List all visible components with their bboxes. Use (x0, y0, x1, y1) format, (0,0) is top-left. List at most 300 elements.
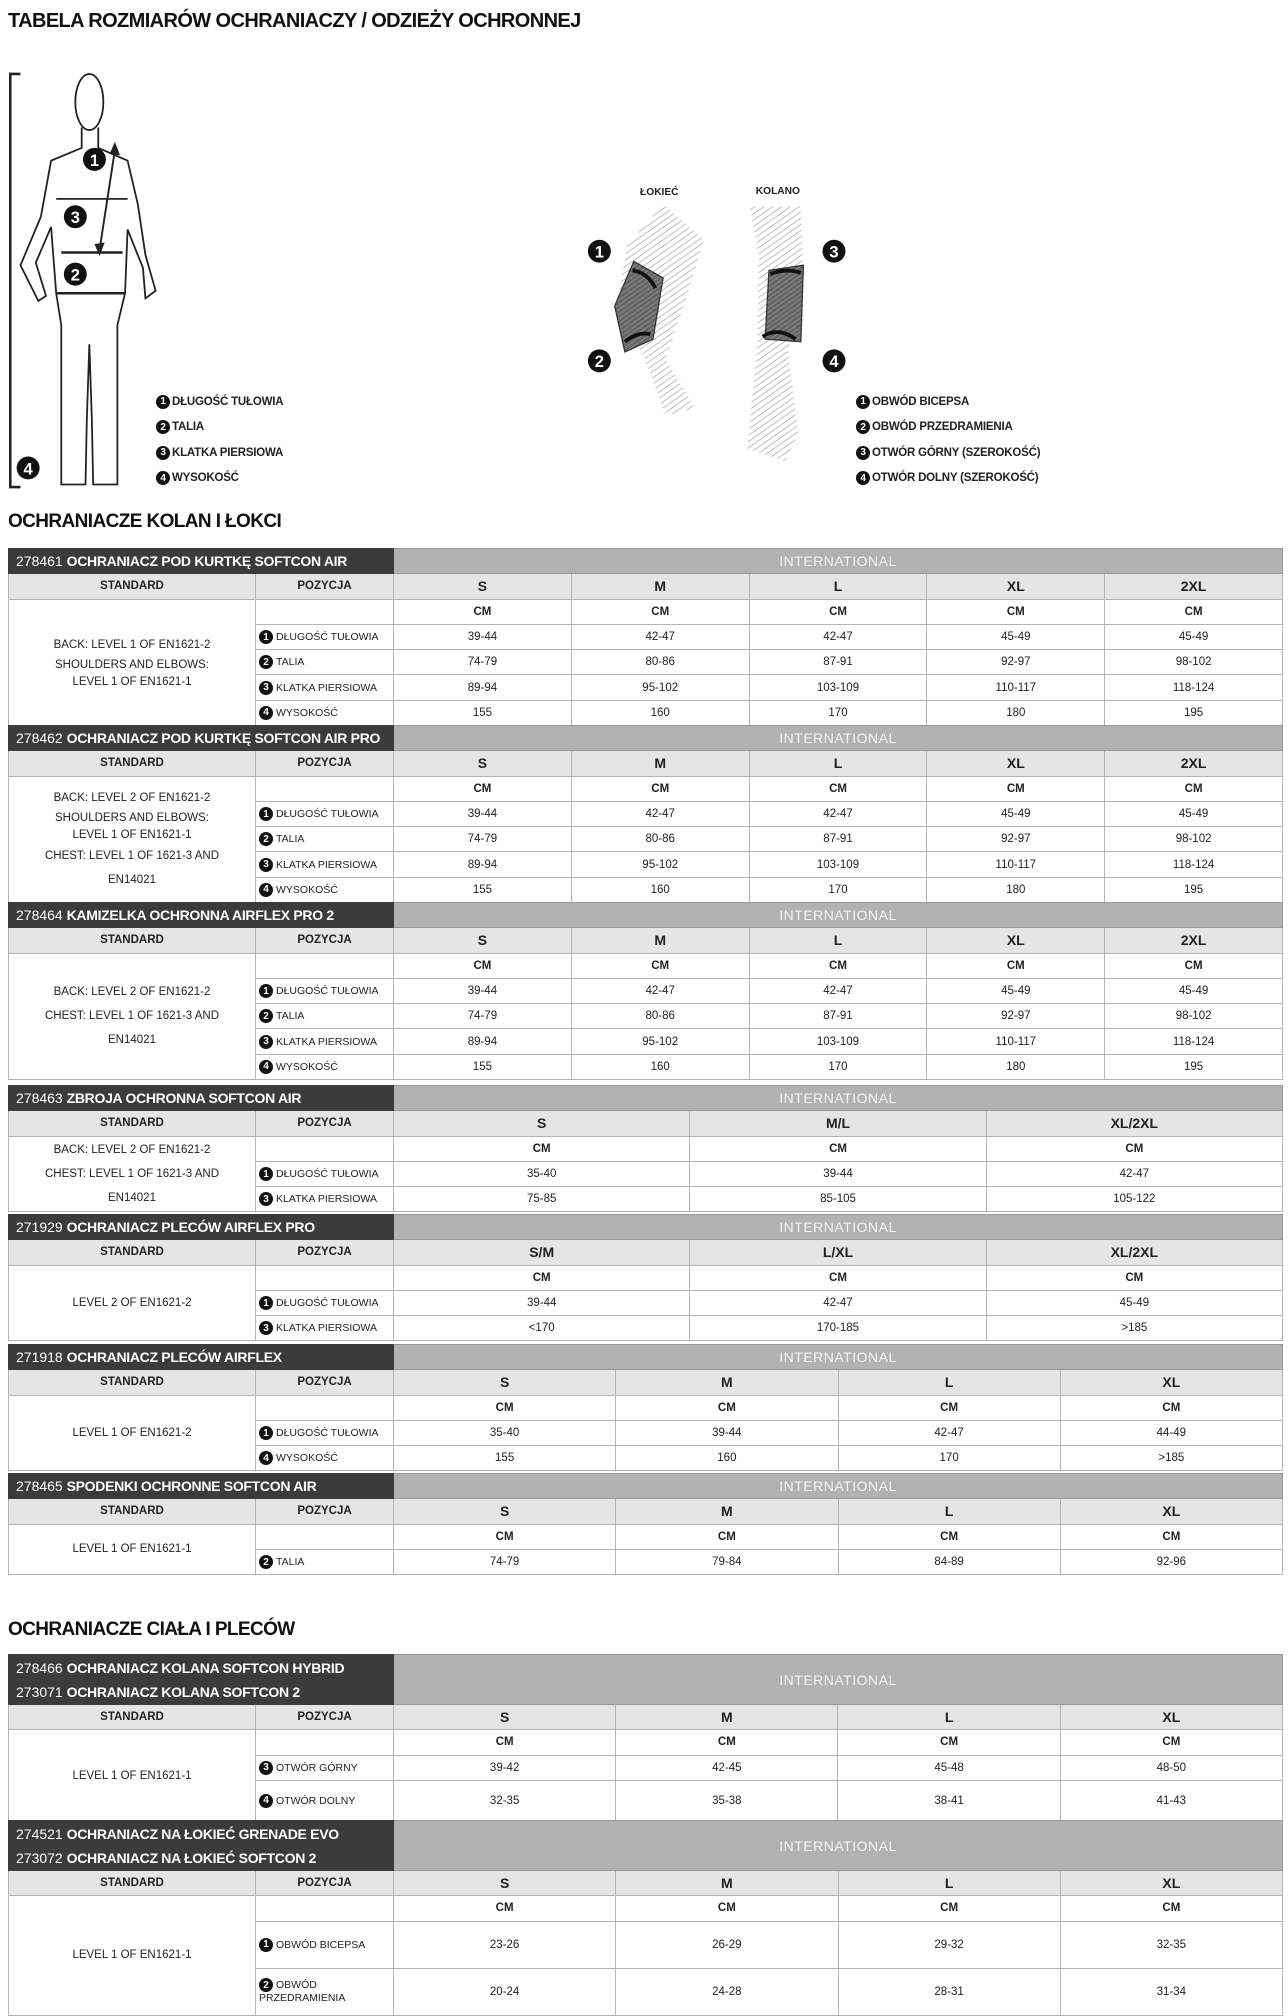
size-value: >185 (1060, 1446, 1282, 1471)
number-3-icon: 3 (259, 681, 273, 695)
size-header: S (394, 1499, 616, 1524)
size-value: 41-43 (1060, 1780, 1282, 1821)
size-header: M (616, 1705, 838, 1730)
position-cell (256, 1755, 394, 1780)
table-title-row (9, 1655, 1283, 1705)
size-value: 26-29 (616, 1921, 838, 1968)
size-header: L (838, 1705, 1060, 1730)
unit-cell: CM (1060, 1524, 1282, 1549)
position-cell (256, 1290, 394, 1315)
size-value: 39-44 (394, 801, 572, 826)
size-header: S (394, 1370, 616, 1395)
unit-row (9, 953, 1283, 978)
size-header: M (571, 574, 749, 599)
size-value: 95-102 (571, 1029, 749, 1054)
position-cell (256, 1780, 394, 1821)
unit-cell: CM (1060, 1730, 1282, 1755)
size-table (8, 1473, 1283, 1575)
size-header: 2XL (1105, 928, 1283, 953)
size-value: 89-94 (394, 852, 572, 877)
product-code: 278465 (16, 1478, 63, 1495)
standard-line: LEVEL 1 OF EN1621-2 (72, 1427, 192, 1440)
size-value: 98-102 (1105, 650, 1283, 675)
product-title (9, 1655, 394, 1705)
size-value: 29-32 (838, 1921, 1060, 1968)
standard-header: STANDARD (9, 1499, 256, 1524)
size-value: 195 (1105, 700, 1283, 725)
size-header: XL (927, 751, 1105, 776)
number-2-icon: 2 (259, 1009, 273, 1023)
unit-cell: CM (1060, 1395, 1282, 1420)
size-value: 42-45 (616, 1755, 838, 1780)
size-value: 155 (394, 877, 572, 902)
international-header: INTERNATIONAL (394, 1086, 1283, 1111)
position-cell (256, 1968, 394, 2015)
size-value: 170 (838, 1446, 1060, 1471)
position-label: KLATKA PIERSIOWA (276, 1193, 377, 1206)
table-header-row (9, 574, 1283, 599)
size-value: 31-34 (1060, 1968, 1282, 2015)
unit-cell: CM (690, 1136, 986, 1161)
size-table (8, 725, 1283, 903)
position-cell (256, 852, 394, 877)
unit-row (9, 1395, 1283, 1420)
elbow-illustration (615, 204, 704, 416)
knee-label: KOLANO (755, 185, 800, 197)
position-cell (256, 801, 394, 826)
size-header: XL/2XL (986, 1111, 1282, 1136)
pozycja-header: POZYCJA (256, 1499, 394, 1524)
unit-row (9, 1524, 1283, 1549)
product-name: OCHRANIACZ PLECÓW AIRFLEX PRO (66, 1219, 315, 1236)
size-value: 23-26 (394, 1921, 616, 1968)
number-3-icon: 3 (259, 1192, 273, 1206)
position-cell (256, 700, 394, 725)
size-value: <170 (394, 1316, 690, 1341)
size-value: 42-47 (690, 1290, 986, 1315)
size-value: 98-102 (1105, 1004, 1283, 1029)
svg-text:4: 4 (23, 459, 33, 479)
body-legend (156, 389, 283, 491)
size-value: 80-86 (571, 827, 749, 852)
number-1-icon: 1 (856, 395, 870, 409)
unit-row (9, 1136, 1283, 1161)
number-1-icon: 1 (156, 395, 170, 409)
size-value: 160 (616, 1446, 838, 1471)
size-value: 84-89 (838, 1549, 1060, 1574)
table-title-row (9, 1086, 1283, 1111)
standard-line: LEVEL 1 OF EN1621-1 (72, 1543, 192, 1556)
size-header: 2XL (1105, 574, 1283, 599)
pozycja-header: POZYCJA (256, 1240, 394, 1265)
size-value: 87-91 (749, 650, 927, 675)
standard-header: STANDARD (9, 1705, 256, 1730)
size-table (8, 1344, 1283, 1471)
number-2-icon: 2 (259, 1978, 273, 1992)
position-cell (256, 877, 394, 902)
product-title (9, 1474, 394, 1499)
unit-cell: CM (394, 599, 572, 624)
size-value: 155 (394, 1446, 616, 1471)
size-header: XL (1060, 1499, 1282, 1524)
standard-cell (9, 1524, 256, 1575)
size-header: M (571, 928, 749, 953)
size-table (8, 1820, 1283, 2016)
position-label: DŁUGOŚĆ TUŁOWIA (276, 1427, 379, 1440)
size-header: XL (1060, 1871, 1282, 1896)
position-cell (256, 1054, 394, 1079)
standard-cell (9, 1896, 256, 2015)
standard-line: LEVEL 1 OF EN1621-1 (72, 1949, 192, 1962)
size-value: 45-49 (927, 624, 1105, 649)
limb-marker-icon (588, 349, 611, 372)
product-code: 273072 (16, 1849, 63, 1866)
unit-cell: CM (749, 776, 927, 801)
position-label: KLATKA PIERSIOWA (276, 681, 377, 694)
size-value: 103-109 (749, 852, 927, 877)
size-value: 35-38 (616, 1780, 838, 1821)
number-4-icon: 4 (259, 883, 273, 897)
unit-cell: CM (394, 1136, 690, 1161)
svg-text:3: 3 (70, 208, 80, 228)
standard-cell (9, 953, 256, 1079)
size-header: L (749, 928, 927, 953)
size-header: 2XL (1105, 751, 1283, 776)
unit-cell: CM (927, 776, 1105, 801)
standard-cell (9, 1265, 256, 1341)
number-3-icon: 3 (259, 1761, 273, 1775)
standard-cell (9, 1136, 256, 1212)
size-value: 45-49 (986, 1290, 1282, 1315)
position-label: OBWÓD BICEPSA (276, 1938, 366, 1951)
standard-line: LEVEL 1 OF EN1621-1 (72, 1769, 192, 1782)
product-code: 278461 (16, 553, 63, 570)
table-title-row (9, 903, 1283, 928)
svg-text:1: 1 (89, 150, 100, 170)
number-3-icon: 3 (259, 858, 273, 872)
unit-cell: CM (394, 1730, 616, 1755)
table-header-row (9, 1499, 1283, 1524)
table-header-row (9, 1871, 1283, 1896)
size-value: 92-97 (927, 1004, 1105, 1029)
size-value: 48-50 (1060, 1755, 1282, 1780)
size-value: 87-91 (749, 827, 927, 852)
legend-label: OTWÓR GÓRNY (SZEROKOŚĆ) (872, 446, 1041, 459)
unit-cell: CM (616, 1730, 838, 1755)
legend-item (856, 440, 1040, 466)
unit-cell: CM (571, 599, 749, 624)
product-title (9, 1821, 394, 1871)
table-header-row (9, 1111, 1283, 1136)
size-value: 45-49 (1105, 801, 1283, 826)
size-value: 170 (749, 700, 927, 725)
size-value: 118-124 (1105, 1029, 1283, 1054)
size-value: 39-44 (394, 1290, 690, 1315)
size-value: 110-117 (927, 1029, 1105, 1054)
size-value: 92-96 (1060, 1549, 1282, 1574)
size-value: 42-47 (749, 624, 927, 649)
position-label: TALIA (276, 1010, 305, 1023)
position-label: DŁUGOŚĆ TUŁOWIA (276, 631, 379, 644)
size-header: S (394, 574, 572, 599)
size-value: 180 (927, 1054, 1105, 1079)
size-header: L (749, 574, 927, 599)
limb-marker-icon (823, 240, 846, 263)
size-value: 39-44 (616, 1420, 838, 1445)
position-label: OBWÓD PRZEDRAMIENIA (259, 1979, 346, 2005)
legend-label: TALIA (172, 421, 205, 434)
size-value: 155 (394, 700, 572, 725)
size-header: XL (927, 928, 1105, 953)
size-table (8, 1214, 1283, 1341)
pozycja-header: POZYCJA (256, 574, 394, 599)
table-header-row (9, 1370, 1283, 1395)
size-value: 35-40 (394, 1420, 616, 1445)
position-cell (256, 827, 394, 852)
standard-line: BACK: LEVEL 1 OF EN1621-2 (53, 639, 211, 652)
svg-text:2: 2 (70, 265, 80, 285)
table-title-row (9, 1474, 1283, 1499)
size-value: 20-24 (394, 1968, 616, 2015)
size-value: 180 (927, 877, 1105, 902)
size-value: 195 (1105, 877, 1283, 902)
size-table (8, 1085, 1283, 1212)
standard-header: STANDARD (9, 1240, 256, 1265)
table-header-row (9, 1705, 1283, 1730)
unit-cell: CM (927, 599, 1105, 624)
unit-cell: CM (927, 953, 1105, 978)
number-1-icon: 1 (259, 1426, 273, 1440)
standard-header: STANDARD (9, 574, 256, 599)
size-value: 160 (571, 700, 749, 725)
international-header: INTERNATIONAL (394, 1474, 1283, 1499)
size-header: L (838, 1499, 1060, 1524)
body-marker-icon (64, 263, 87, 286)
unit-row (9, 1730, 1283, 1755)
size-value: 44-49 (1060, 1420, 1282, 1445)
product-name: OCHRANIACZ POD KURTKĘ SOFTCON AIR PRO (66, 730, 381, 747)
size-value: 110-117 (927, 675, 1105, 700)
unit-cell: CM (838, 1730, 1060, 1755)
size-header: S (394, 1871, 616, 1896)
legend-label: DŁUGOŚĆ TUŁOWIA (172, 395, 284, 408)
legend-item (156, 389, 283, 415)
unit-row (9, 1896, 1283, 1921)
position-cell (256, 1029, 394, 1054)
number-2-icon: 2 (259, 1555, 273, 1569)
table-title-row (9, 1821, 1283, 1871)
number-4-icon: 4 (856, 471, 870, 485)
limb-marker-icon (823, 349, 846, 372)
legend-item (856, 466, 1040, 492)
number-1-icon: 1 (259, 1938, 273, 1952)
number-2-icon: 2 (156, 420, 170, 434)
pozycja-header: POZYCJA (256, 928, 394, 953)
size-value: 45-49 (927, 978, 1105, 1003)
size-value: 74-79 (394, 1004, 572, 1029)
product-title (9, 1345, 394, 1370)
product-code: 278466 (16, 1659, 63, 1676)
number-2-icon: 2 (259, 655, 273, 669)
position-cell (256, 1004, 394, 1029)
product-code: 278464 (16, 907, 63, 924)
position-label: TALIA (276, 656, 305, 669)
pozycja-header: POZYCJA (256, 1705, 394, 1730)
size-value: 118-124 (1105, 675, 1283, 700)
product-code: 278462 (16, 730, 63, 747)
product-code: 271918 (16, 1349, 63, 1366)
position-label: DŁUGOŚĆ TUŁOWIA (276, 808, 379, 821)
number-4-icon: 4 (259, 706, 273, 720)
unit-cell: CM (838, 1896, 1060, 1921)
size-header: M (571, 751, 749, 776)
product-code: 273071 (16, 1683, 63, 1700)
standard-line: SHOULDERS AND ELBOWS: LEVEL 1 OF EN1621-1 (54, 812, 209, 842)
product-code: 278463 (16, 1090, 63, 1107)
size-value: 155 (394, 1054, 572, 1079)
size-header: M (616, 1370, 838, 1395)
svg-text:2: 2 (594, 352, 604, 372)
size-value: 160 (571, 1054, 749, 1079)
unit-cell: CM (394, 776, 572, 801)
product-name: OCHRANIACZ POD KURTKĘ SOFTCON AIR (66, 553, 348, 570)
unit-cell: CM (1105, 953, 1283, 978)
section-heading: OCHRANIACZE CIAŁA I PLECÓW (8, 1619, 295, 1640)
number-1-icon: 1 (259, 984, 273, 998)
position-label: DŁUGOŚĆ TUŁOWIA (276, 1168, 379, 1181)
position-label: WYSOKOŚĆ (276, 883, 338, 896)
size-value: 74-79 (394, 1549, 616, 1574)
product-title (9, 549, 394, 574)
legend-label: WYSOKOŚĆ (172, 472, 239, 485)
size-table (8, 1654, 1283, 1822)
pozycja-header: POZYCJA (256, 751, 394, 776)
size-value: 170 (749, 1054, 927, 1079)
legend-label: KLATKA PIERSIOWA (172, 446, 284, 459)
legend-label: OBWÓD BICEPSA (872, 395, 970, 408)
position-label: TALIA (276, 1556, 305, 1569)
size-value: 42-47 (838, 1420, 1060, 1445)
pozycja-header: POZYCJA (256, 1871, 394, 1896)
legend-item (156, 415, 283, 441)
size-value: 92-97 (927, 827, 1105, 852)
unit-cell: CM (749, 953, 927, 978)
unit-cell: CM (571, 776, 749, 801)
standard-cell (9, 1730, 256, 1822)
size-value: 87-91 (749, 1004, 927, 1029)
size-value: 95-102 (571, 852, 749, 877)
position-cell (256, 650, 394, 675)
size-value: 24-28 (616, 1968, 838, 2015)
product-name: KAMIZELKA OCHRONNA AIRFLEX PRO 2 (66, 907, 334, 924)
body-marker-icon (83, 148, 106, 171)
size-value: 45-49 (927, 801, 1105, 826)
product-name: OCHRANIACZ KOLANA SOFTCON HYBRID (66, 1659, 345, 1676)
size-header: L (749, 751, 927, 776)
legend-label: OTWÓR DOLNY (SZEROKOŚĆ) (872, 472, 1039, 485)
size-value: 195 (1105, 1054, 1283, 1079)
standard-header: STANDARD (9, 928, 256, 953)
size-header: M (616, 1871, 838, 1896)
table-header-row (9, 1240, 1283, 1265)
standard-header: STANDARD (9, 1871, 256, 1896)
size-value: 110-117 (927, 852, 1105, 877)
standard-line: BACK: LEVEL 2 OF EN1621-2 (53, 1144, 211, 1157)
product-code: 274521 (16, 1825, 63, 1842)
size-value: 180 (927, 700, 1105, 725)
position-label: KLATKA PIERSIOWA (276, 858, 377, 871)
standard-cell (9, 776, 256, 902)
body-marker-icon (17, 456, 40, 479)
size-value: 80-86 (571, 1004, 749, 1029)
unit-cell: CM (394, 953, 572, 978)
international-header: INTERNATIONAL (394, 903, 1283, 928)
size-header: L (838, 1370, 1060, 1395)
size-value: 39-44 (394, 978, 572, 1003)
size-value: 39-44 (394, 624, 572, 649)
position-cell (256, 978, 394, 1003)
international-header: INTERNATIONAL (394, 1345, 1283, 1370)
position-label: OTWÓR GÓRNY (276, 1761, 358, 1774)
unit-cell: CM (690, 1265, 986, 1290)
position-cell (256, 1549, 394, 1574)
size-value: 45-48 (838, 1755, 1060, 1780)
position-label: DŁUGOŚĆ TUŁOWIA (276, 1297, 379, 1310)
table-title-row (9, 726, 1283, 751)
size-value: 103-109 (749, 1029, 927, 1054)
unit-row (9, 1265, 1283, 1290)
unit-cell: CM (616, 1896, 838, 1921)
position-label: TALIA (276, 833, 305, 846)
number-1-icon: 1 (259, 630, 273, 644)
size-value: 75-85 (394, 1187, 690, 1212)
standard-header: STANDARD (9, 1370, 256, 1395)
svg-text:3: 3 (829, 242, 839, 262)
size-header: S/M (394, 1240, 690, 1265)
number-1-icon: 1 (259, 1167, 273, 1181)
size-value: 89-94 (394, 1029, 572, 1054)
standard-header: STANDARD (9, 751, 256, 776)
unit-cell: CM (986, 1136, 1282, 1161)
table-header-row (9, 751, 1283, 776)
standard-line: LEVEL 2 OF EN1621-2 (72, 1297, 192, 1310)
standard-line: CHEST: LEVEL 1 OF 1621-3 AND EN14021 (44, 1168, 220, 1205)
size-value: 42-47 (571, 801, 749, 826)
size-value: 79-84 (616, 1549, 838, 1574)
unit-cell: CM (1105, 599, 1283, 624)
size-table (8, 902, 1283, 1080)
unit-cell: CM (394, 1524, 616, 1549)
number-3-icon: 3 (156, 446, 170, 460)
position-label: KLATKA PIERSIOWA (276, 1322, 377, 1335)
size-value: 35-40 (394, 1161, 690, 1186)
number-3-icon: 3 (259, 1321, 273, 1335)
legend-item (856, 389, 1040, 415)
product-name: SPODENKI OCHRONNE SOFTCON AIR (66, 1478, 317, 1495)
position-label: DŁUGOŚĆ TUŁOWIA (276, 985, 379, 998)
position-cell (256, 1161, 394, 1186)
position-label: WYSOKOŚĆ (276, 1060, 338, 1073)
product-name: OCHRANIACZ NA ŁOKIEĆ GRENADE EVO (66, 1825, 339, 1842)
position-cell (256, 624, 394, 649)
size-header: S (394, 1111, 690, 1136)
position-label: KLATKA PIERSIOWA (276, 1035, 377, 1048)
size-value: 95-102 (571, 675, 749, 700)
product-name: OCHRANIACZ NA ŁOKIEĆ SOFTCON 2 (66, 1849, 317, 1866)
legend-item (156, 466, 283, 492)
standard-line: BACK: LEVEL 2 OF EN1621-2 (53, 986, 211, 999)
size-value: 45-49 (1105, 624, 1283, 649)
